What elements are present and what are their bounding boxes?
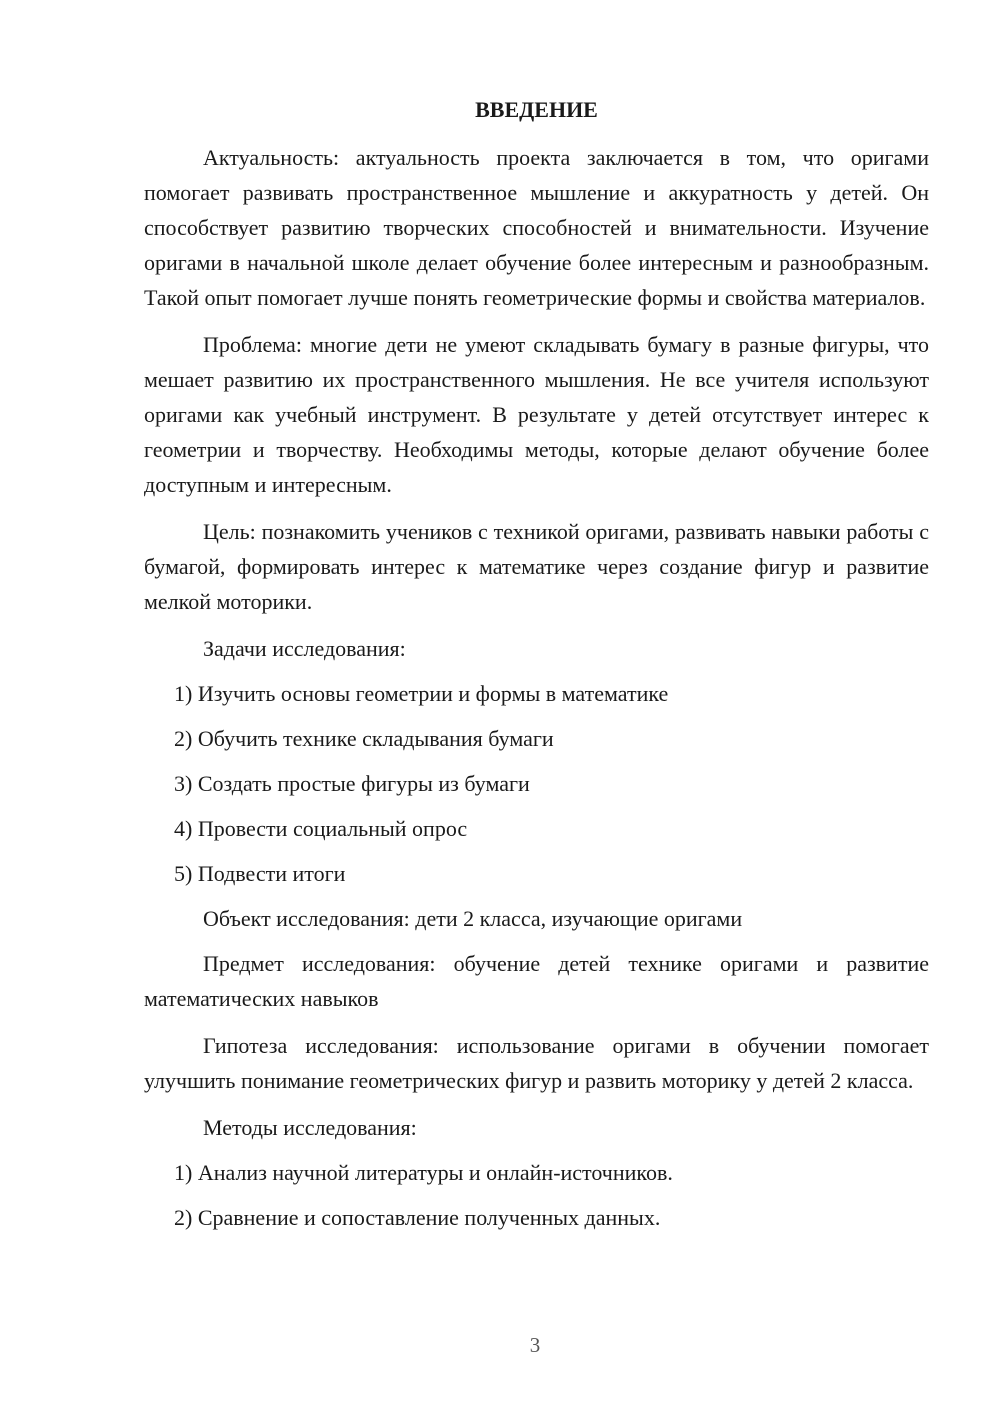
problem-paragraph: Проблема: многие дети не умеют складывать бумагу в разные фигуры, что мешает развитию их пространственного мышления. Не все учителя используют оригами как учебный инструмент. В результате у детей отсутствует интерес к геометрии и творчеству. Необходимы методы, которые делают обучение более доступным и интересным. [144,332,929,497]
section-title: ВВЕДЕНИЕ [475,97,598,122]
page-content [144,92,929,1245]
goal-paragraph: Цель: познакомить учеников с техникой оригами, развивать навыки работы с бумагой, формировать интерес к математике через создание фигур и развитие мелкой моторики. [144,519,929,614]
list-item: 1) Анализ научной литературы и онлайн-источников. [174,1160,673,1185]
list-item: 4) Провести социальный опрос [174,816,468,841]
subject-paragraph: Предмет исследования: обучение детей технике оригами и развитие математических навыков [144,951,929,1011]
tasks-heading: Задачи исследования: [203,636,406,661]
relevance-paragraph: Актуальность: актуальность проекта заключается в том, что оригами помогает развивать пространственное мышление и аккуратность у детей. Он способствует развитию творческих способностей и внимательности. Изучение оригами в начальной школе делает обучение более интересным и разнообразным. Такой опыт помогает лучше понять геометрические формы и свойства материалов. [144,145,929,310]
list-item: 1) Изучить основы геометрии и формы в математике [174,681,669,706]
object-paragraph: Объект исследования: дети 2 класса, изучающие оригами [203,906,743,931]
list-item: 2) Сравнение и сопоставление полученных данных. [174,1205,661,1230]
list-item: 5) Подвести итоги [174,861,346,886]
tasks-list [144,676,929,891]
page-number: 3 [529,1333,541,1357]
methods-heading: Методы исследования: [203,1115,417,1140]
list-item: 3) Создать простые фигуры из бумаги [174,771,530,796]
methods-list [144,1155,929,1235]
hypothesis-paragraph: Гипотеза исследования: использование оригами в обучении помогает улучшить понимание геометрических фигур и развить моторику у детей 2 класса. [144,1033,929,1093]
list-item: 2) Обучить технике складывания бумаги [174,726,554,751]
